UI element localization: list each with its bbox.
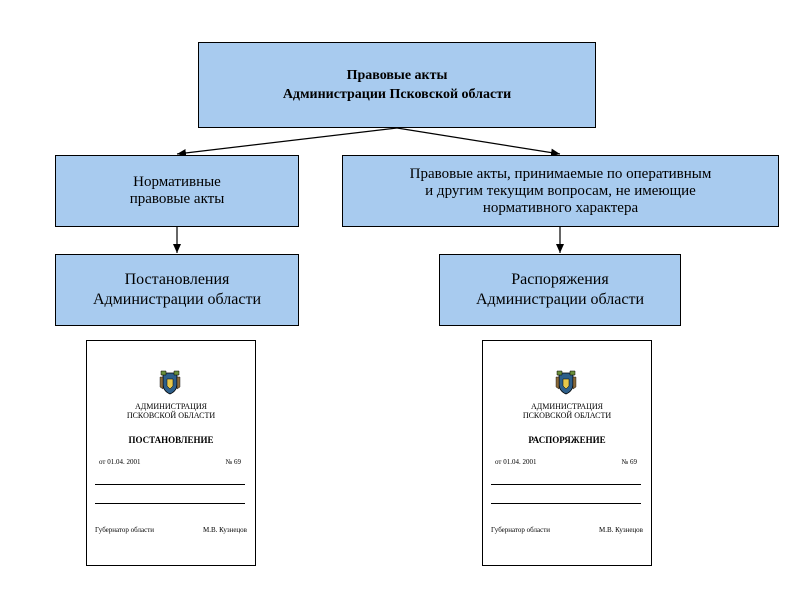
operative-line2: и другим текущим вопросам, не имеющие [425,182,696,199]
document-text-line [491,484,641,485]
document-number: № 69 [621,458,637,466]
coat-of-arms-icon [159,369,181,395]
document-type: РАСПОРЯЖЕНИЕ [528,435,606,445]
document-text-line [95,484,245,485]
node-decrees [55,254,299,326]
arrow-root-to-normative [177,128,397,154]
document-sample-decree [86,340,256,566]
operative-line3: нормативного характера [482,199,639,216]
orders-line1: Распоряжения [511,271,609,288]
document-number: № 69 [225,458,241,466]
org-line1: АДМИНИСТРАЦИЯ [135,402,207,411]
root-node-legal-acts [198,42,596,128]
orders-line2: Администрации области [475,291,645,308]
document-sample-order [482,340,652,566]
signer-name: М.В. Кузнецов [203,526,247,534]
org-line2: ПСКОВСКОЙ ОБЛАСТИ [126,411,216,420]
signer-name: М.В. Кузнецов [599,526,643,534]
node-normative-acts [55,155,299,227]
document-org-name [87,402,255,420]
org-line2: ПСКОВСКОЙ ОБЛАСТИ [522,411,612,420]
decrees-line2: Администрации области [92,291,262,308]
document-text-line [491,503,641,504]
signer-title: Губернатор области [491,526,551,534]
signer-title: Губернатор области [95,526,155,534]
operative-line1: Правовые акты, принимаемые по оперативным [409,165,712,182]
document-type: ПОСТАНОВЛЕНИЕ [128,435,214,445]
node-operative-acts [342,155,779,227]
node-orders [439,254,681,326]
document-text-line [95,503,245,504]
root-title-line1: Правовые акты [346,68,448,83]
document-org-name [483,402,651,420]
coat-of-arms-icon [555,369,577,395]
normative-line2: правовые акты [129,191,225,207]
arrow-root-to-operative [397,128,560,154]
decrees-line1: Постановления [124,271,230,288]
normative-line1: Нормативные [133,174,221,190]
root-title-line2: Администрации Псковской области [282,87,512,102]
org-line1: АДМИНИСТРАЦИЯ [531,402,603,411]
document-date: от 01.04. 2001 [99,458,141,466]
document-date: от 01.04. 2001 [495,458,537,466]
